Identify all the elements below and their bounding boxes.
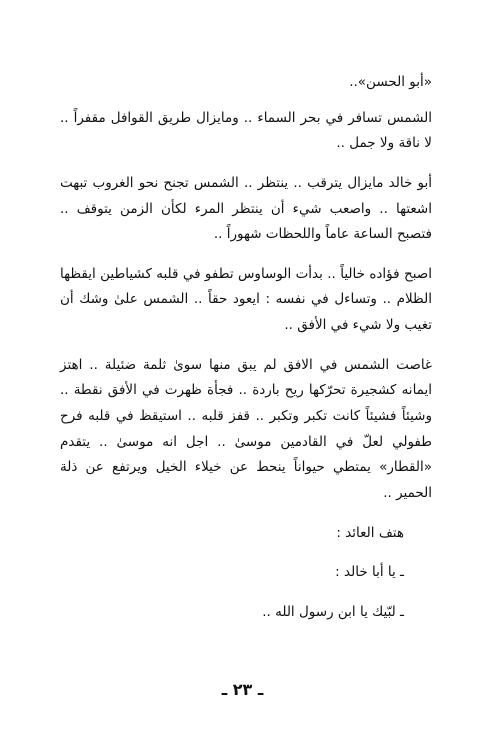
dialog-line: ـ لبّيك يا ابن رسول الله .. <box>262 603 404 620</box>
paragraph: اصبح فؤاده خالياً .. بدأت الوساوس تطفو في قلبه كشياطين ايقظها الظلام .. وتساءل في نفسه : ايعود حقاً .. الشمس علىٰ وشك أن تغيب ولا شيء في الأفق .. <box>60 265 432 334</box>
paragraph-heading: «أبو الحسن».. <box>349 74 432 90</box>
page-text <box>60 70 432 640</box>
dialog-line: هتف العائد : <box>336 524 404 541</box>
page-number: ـ ٢٣ ـ <box>221 680 264 699</box>
paragraph: غاصت الشمس في الافق لم يبق منها سوىٰ ثلمة ضئيلة .. اهتز ايمانه كشجيرة تحرّكها ريح باردة .. فجأة ظهرت في الأفق نقطة .. وشيئاً فشيئاً كانت تكبر وتكبر .. قفز قلبه .. استيقظ في قلبه فرح طفولي لعلّ في القادمين موسىٰ .. اجل انه موسىٰ .. يتقدم «القطار» يمتطي حيواناً ينحط عن خيلاء الخيل ويرتفع عن ذلة الحمير .. <box>60 356 432 501</box>
dialog-line: ـ يا أبا خالد : <box>335 564 404 581</box>
paragraph: أبو خالد مايزال يترقب .. ينتظر .. الشمس تجنح نحو الغروب تبهت اشعتها .. واصعب شيء أن ينتظر المرء لكأن الزمن يتوقف .. فتصبح الساعة عاماً واللحظات شهوراً .. <box>60 174 432 243</box>
paragraph: الشمس تسافر في بحر السماء .. ومايزال طريق القوافل مقفراً .. لا ناقة ولا جمل .. <box>60 109 432 152</box>
